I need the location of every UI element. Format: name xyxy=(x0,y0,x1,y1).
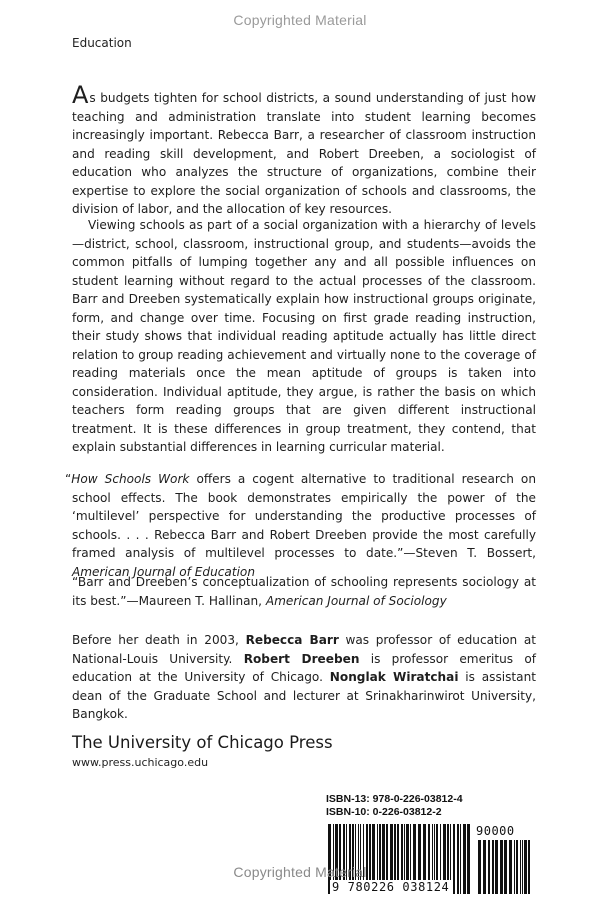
quote-2-source: American Journal of Sociology xyxy=(265,593,447,608)
bio-text-3: is professor emeritus of education at the University of Chicago. xyxy=(72,651,537,684)
bio-text-2: was professor of education at National-Louis University. xyxy=(72,633,537,666)
quote-1-book-title: How Schools Work xyxy=(71,472,190,486)
barcode-bar xyxy=(467,824,470,894)
isbn-10: ISBN-10: 0-226-03812-2 xyxy=(326,806,442,818)
isbn-13: ISBN-13: 978-0-226-03812-4 xyxy=(326,793,463,805)
author-bios xyxy=(72,631,536,724)
description-paragraph-1 xyxy=(72,81,536,219)
publisher-website: www.press.uchicago.edu xyxy=(72,756,209,769)
author-name-dreeben: Robert Dreeben xyxy=(243,651,360,666)
barcode-bar xyxy=(463,824,466,894)
quote-1-text: offers a cogent alternative to traditional research on school effects. The book demonstrates empirically the power of the ‘multilevel’ perspective for understanding the productive processes of schools. . . . Rebecca Barr and Robert Dreeben provide the most carefully framed analysis of multilevel processes to date.”—Steven T. Bossert, xyxy=(72,472,536,560)
quote-1-source: American Journal of Education xyxy=(72,564,255,579)
paragraph-1-text: s budgets tighten for school districts, a sound understanding of just how teaching and administration translate into student learning becomes increasingly important. Rebecca Barr, a researcher of classroom instruction and reading skill development, and Robert Dreeben, a sociologist of education who analyzes the structure of organizations, combine their expertise to explore the social organization of schools and classrooms, the division of labor, and the allocation of key resources. xyxy=(72,91,536,216)
price-barcode xyxy=(476,824,538,900)
barcode-bar xyxy=(453,824,455,894)
publisher-name: The University of Chicago Press xyxy=(72,733,333,752)
author-name-barr: Rebecca Barr xyxy=(245,633,339,647)
barcode-digits: 9 780226 038124 xyxy=(332,880,450,894)
description-paragraph-2 xyxy=(72,216,536,457)
bio-text-4: is assistant dean of the Graduate School and lecturer at Srinakharinwirot University, Bangkok. xyxy=(72,670,536,721)
bio-text-1: Before her death in 2003, xyxy=(72,633,246,647)
barcode-bar xyxy=(457,824,459,894)
barcode-bar xyxy=(460,824,461,894)
isbn-block xyxy=(326,793,546,819)
paragraph-2-text: Viewing schools as part of a social organization with a hierarchy of levels—district, school, classroom, instructional group, and students—avoids the common pitfalls of lumping together any and all possible influences on student learning without regard to the actual processes of the classroom. Barr and Dreeben systematically explain how instructional groups originate, form, and change over time. Focusing on first grade reading instruction, their study shows that individual reading aptitude actually has little direct relation to group reading achievement and virtually none to the coverage of reading materials once the mean aptitude of groups is taken into consideration. Individual aptitude, they argue, is rather the basis on which teachers form reading groups that are given different instructional treatment. It is these differences in group treatment, they contend, that explain substantial differences in learning curricular material. xyxy=(72,218,536,454)
review-quote-2 xyxy=(72,573,536,610)
author-name-wiratchai: Nonglak Wiratchai xyxy=(329,670,459,684)
copyright-watermark-top: Copyrighted Material xyxy=(233,12,367,28)
quote-1-open: “ xyxy=(65,472,72,486)
category-label: Education xyxy=(72,36,132,50)
price-code: 90000 xyxy=(476,824,515,838)
review-quote-1 xyxy=(65,470,536,581)
quote-2-text: “Barr and Dreeben’s conceptualization of schooling represents sociology at its best.”—Maureen T. Hallinan, xyxy=(72,575,536,608)
copyright-watermark-bottom: Copyrighted Material xyxy=(233,864,367,880)
drop-cap: A xyxy=(72,81,89,109)
